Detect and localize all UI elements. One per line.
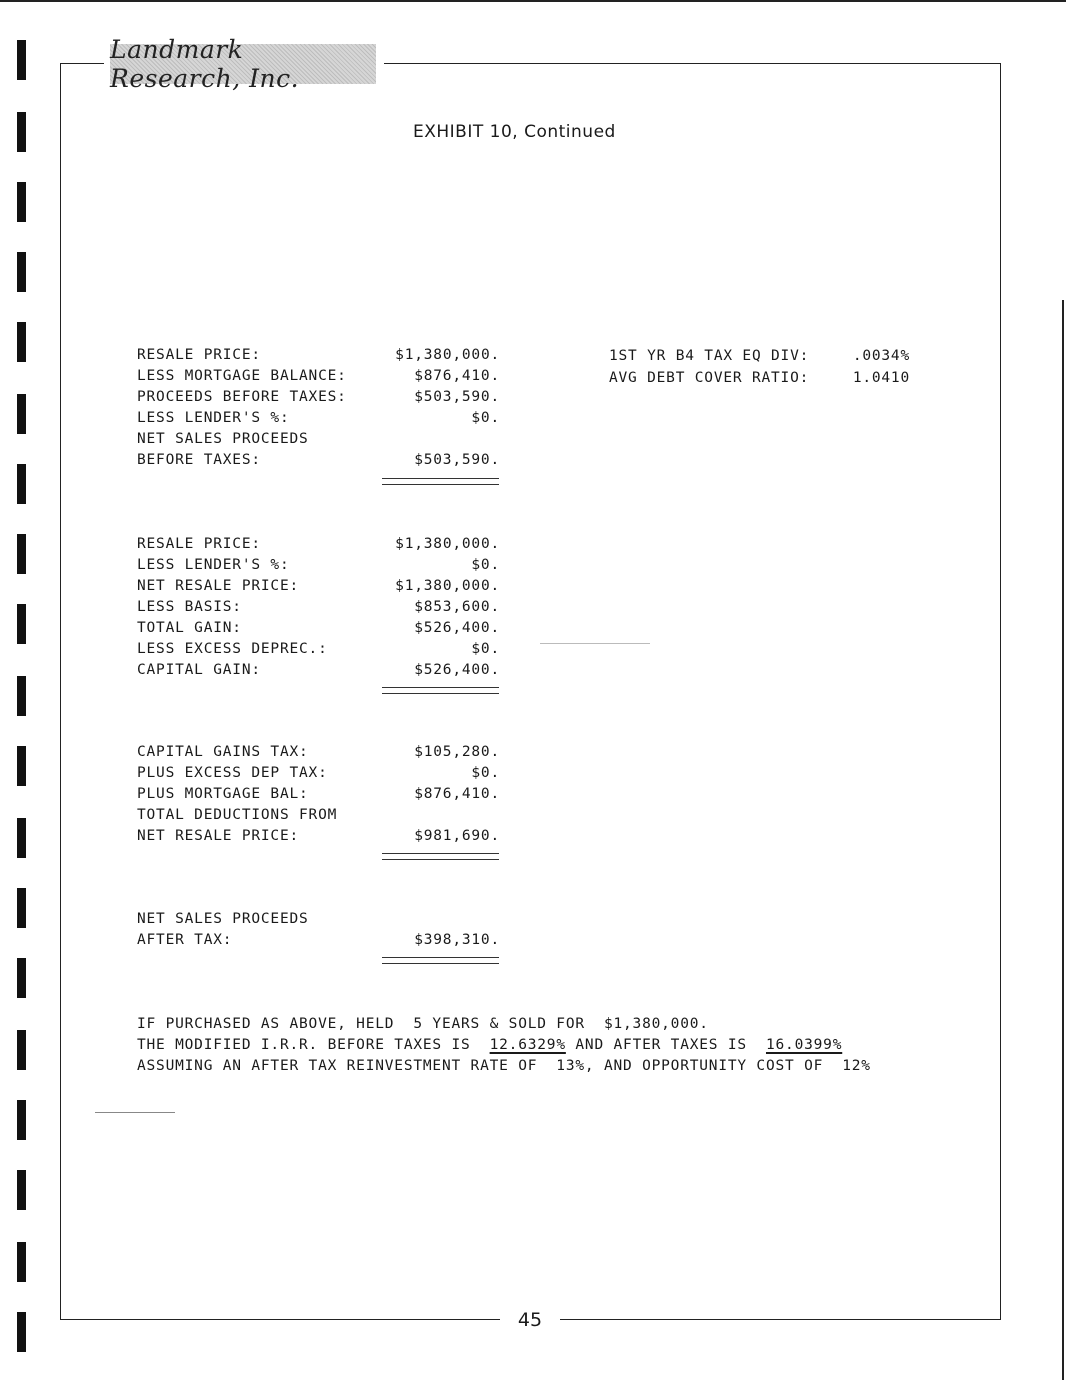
ratio-value: .0034%	[852, 348, 910, 364]
row-label: NET RESALE PRICE:	[137, 828, 300, 844]
binding-hole	[17, 182, 26, 222]
summary-line-1: IF PURCHASED AS ABOVE, HELD 5 YEARS & SOLD FOR $1,380,000.	[137, 1016, 709, 1032]
row-label: CAPITAL GAINS TAX:	[137, 744, 309, 760]
ratio-label: 1ST YR B4 TAX EQ DIV:	[609, 348, 810, 364]
row-value: $981,690.	[414, 828, 500, 844]
scan-artifact	[540, 643, 650, 644]
scan-artifact	[95, 1112, 175, 1113]
row-value: $853,600.	[414, 599, 500, 615]
row-label: LESS BASIS:	[137, 599, 242, 615]
row-value: $526,400.	[414, 662, 500, 678]
double-rule	[382, 957, 499, 964]
row-label: LESS LENDER'S %:	[137, 557, 290, 573]
row-value: $1,380,000.	[395, 347, 500, 363]
row-value: $526,400.	[414, 620, 500, 636]
binding-hole	[17, 1312, 26, 1352]
company-logo	[110, 35, 376, 93]
binding-hole	[17, 322, 26, 362]
binding-hole	[17, 1242, 26, 1282]
binding-hole	[17, 746, 26, 786]
double-rule	[382, 853, 499, 860]
page-number: 45	[500, 1305, 560, 1335]
binding-hole	[17, 1030, 26, 1070]
row-label: PLUS MORTGAGE BAL:	[137, 786, 309, 802]
row-value: $0.	[471, 557, 500, 573]
row-label: LESS LENDER'S %:	[137, 410, 290, 426]
page-top-edge	[0, 0, 1066, 2]
row-label: TOTAL GAIN:	[137, 620, 242, 636]
ratio-label: AVG DEBT COVER RATIO:	[609, 370, 810, 386]
irr-after-taxes: 16.0399%	[765, 1037, 843, 1053]
double-rule	[382, 478, 499, 485]
row-label: PLUS EXCESS DEP TAX:	[137, 765, 328, 781]
row-value: $0.	[471, 410, 500, 426]
binding-hole	[17, 40, 26, 80]
row-value: $876,410.	[414, 368, 500, 384]
row-label: RESALE PRICE:	[137, 536, 261, 552]
binding-hole	[17, 958, 26, 998]
row-label: PROCEEDS BEFORE TAXES:	[137, 389, 347, 405]
binding-hole	[17, 394, 26, 434]
binding-hole	[17, 1170, 26, 1210]
row-label: NET SALES PROCEEDS	[137, 911, 309, 927]
row-value: $0.	[471, 765, 500, 781]
summary-line-3: ASSUMING AN AFTER TAX REINVESTMENT RATE OF 13%, AND OPPORTUNITY COST OF 12%	[137, 1058, 871, 1074]
page-frame	[60, 63, 1001, 1320]
exhibit-title: EXHIBIT 10, Continued	[413, 122, 616, 142]
binding-hole	[17, 112, 26, 152]
row-value: $0.	[471, 641, 500, 657]
row-value: $105,280.	[414, 744, 500, 760]
row-label: LESS EXCESS DEPREC.:	[137, 641, 328, 657]
row-value: $876,410.	[414, 786, 500, 802]
double-rule	[382, 687, 499, 694]
row-value: $1,380,000.	[395, 578, 500, 594]
row-value: $503,590.	[414, 452, 500, 468]
binding-hole	[17, 604, 26, 644]
row-label: RESALE PRICE:	[137, 347, 261, 363]
row-value: $503,590.	[414, 389, 500, 405]
row-label: AFTER TAX:	[137, 932, 233, 948]
binding-hole	[17, 252, 26, 292]
row-label: BEFORE TAXES:	[137, 452, 261, 468]
binding-hole	[17, 534, 26, 574]
row-value: $398,310.	[414, 932, 500, 948]
row-label: LESS MORTGAGE BALANCE:	[137, 368, 347, 384]
page-right-edge	[1062, 300, 1064, 1380]
irr-before-taxes: 12.6329%	[489, 1037, 566, 1053]
binding-hole	[17, 818, 26, 858]
binding-hole	[17, 464, 26, 504]
logo-text: Landmark Research, Inc.	[110, 35, 300, 93]
ratio-value: 1.0410	[852, 370, 910, 386]
summary-line-2	[137, 1035, 842, 1056]
row-label: CAPITAL GAIN:	[137, 662, 261, 678]
binding-hole	[17, 888, 26, 928]
binding-hole	[17, 676, 26, 716]
summary-text: THE MODIFIED I.R.R. BEFORE TAXES IS	[137, 1037, 490, 1053]
row-label: TOTAL DEDUCTIONS FROM	[137, 807, 338, 823]
row-label: NET RESALE PRICE:	[137, 578, 300, 594]
row-label: NET SALES PROCEEDS	[137, 431, 309, 447]
binding-hole	[17, 1100, 26, 1140]
summary-text: AND AFTER TAXES IS	[565, 1037, 766, 1053]
row-value: $1,380,000.	[395, 536, 500, 552]
